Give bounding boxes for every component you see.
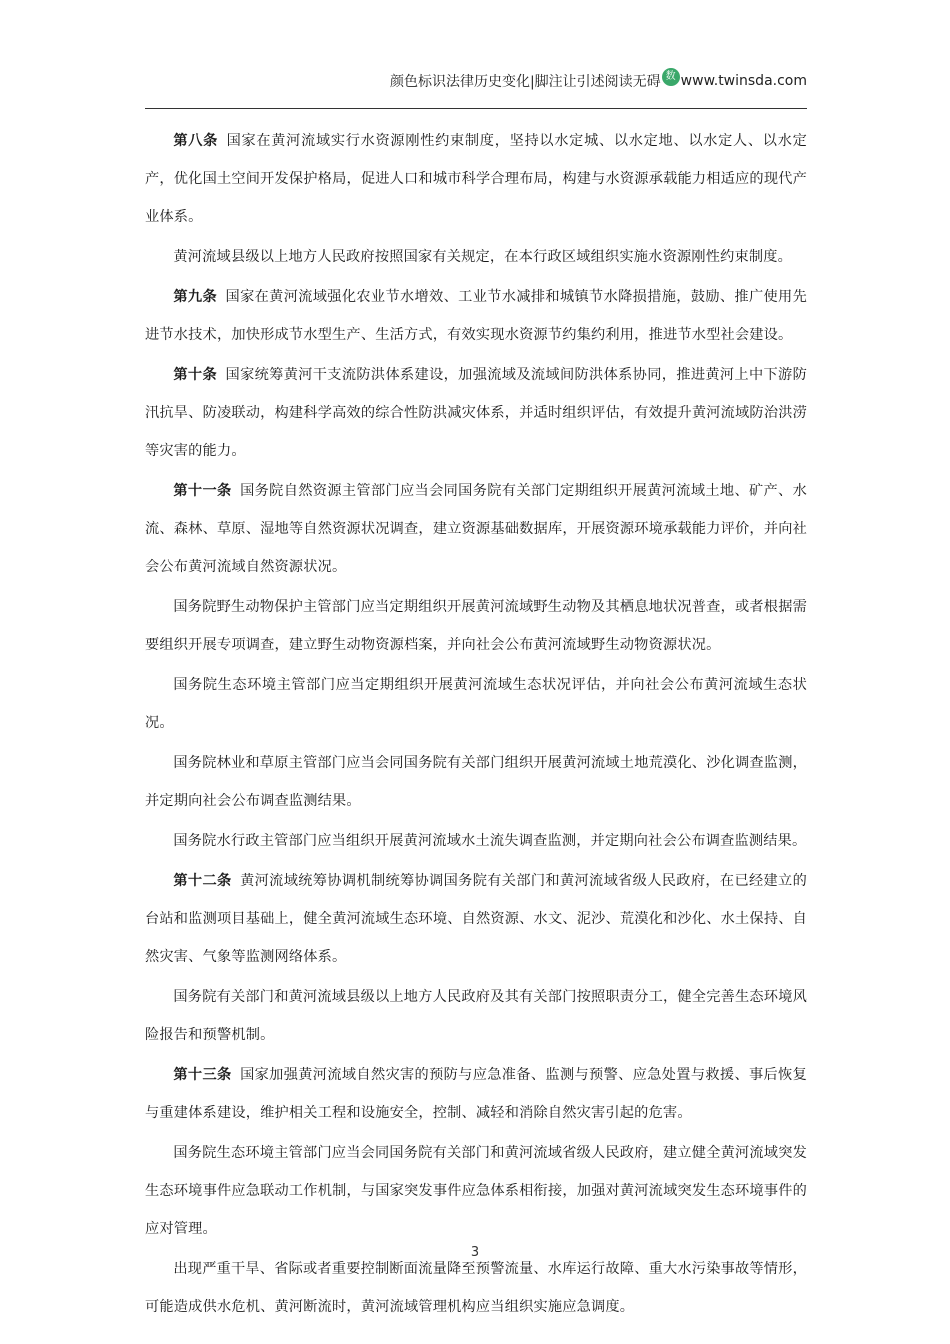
paragraph-text: 黄河流域县级以上地方人民政府按照国家有关规定，在本行政区域组织实施水资源刚性约束制度。 [173,249,793,265]
header-divider [145,108,807,109]
document-body [145,122,807,1328]
paragraph-text: 出现严重干旱、省际或者重要控制断面流量降至预警流量、水库运行故障、重大水污染事故等情形，可能造成供水危机、黄河断流时，黄河流域管理机构应当组织实施应急调度。 [145,1261,807,1315]
paragraph [145,978,807,1054]
paragraph [145,822,807,860]
page-number: 3 [470,1245,480,1260]
paragraph-text: 国务院野生动物保护主管部门应当定期组织开展黄河流域野生动物及其栖息地状况普查，或者根据需要组织开展专项调查，建立野生动物资源档案，并向社会公布黄河流域野生动物资源状况。 [145,599,807,653]
site-logo-icon: 数 [662,68,680,86]
paragraph [145,1134,807,1248]
paragraph-text: 国家加强黄河流域自然灾害的预防与应急准备、监测与预警、应急处置与救援、事后恢复与重建体系建设，维护相关工程和设施安全，控制、减轻和消除自然灾害引起的危害。 [145,1067,807,1121]
paragraph-text: 国务院生态环境主管部门应当会同国务院有关部门和黄河流域省级人民政府，建立健全黄河流域突发生态环境事件应急联动工作机制，与国家突发事件应急体系相衔接，加强对黄河流域突发生态环境事件的应对管理。 [145,1145,807,1237]
paragraph-text: 国务院自然资源主管部门应当会同国务院有关部门定期组织开展黄河流域土地、矿产、水流、森林、草原、湿地等自然资源状况调查，建立资源基础数据库，开展资源环境承载能力评价，并向社会公布黄河流域自然资源状况。 [145,483,807,575]
paragraph [145,666,807,742]
article-number: 第九条 [173,289,218,305]
paragraph [145,278,807,354]
paragraph [145,1250,807,1326]
paragraph [145,356,807,470]
paragraph [145,588,807,664]
paragraph-text: 国务院有关部门和黄河流域县级以上地方人民政府及其有关部门按照职责分工，健全完善生态环境风险报告和预警机制。 [145,989,807,1043]
paragraph-text: 国家在黄河流域实行水资源刚性约束制度，坚持以水定城、以水定地、以水定人、以水定产，优化国土空间开发保护格局，促进人口和城市科学合理布局，构建与水资源承载能力相适应的现代产业体系。 [145,133,807,225]
article-number: 第十三条 [173,1067,232,1083]
page-header [145,68,807,94]
paragraph-text: 国家统筹黄河干支流防洪体系建设，加强流域及流域间防洪体系协同，推进黄河上中下游防汛抗旱、防凌联动，构建科学高效的综合性防洪减灾体系，并适时组织评估，有效提升黄河流域防治洪涝等灾害的能力。 [145,367,807,459]
paragraph-text: 国务院林业和草原主管部门应当会同国务院有关部门组织开展黄河流域土地荒漠化、沙化调查监测，并定期向社会公布调查监测结果。 [145,755,807,809]
paragraph-text: 国家在黄河流域强化农业节水增效、工业节水减排和城镇节水降损措施，鼓励、推广使用先进节水技术，加快形成节水型生产、生活方式，有效实现水资源节约集约利用，推进节水型社会建设。 [145,289,807,343]
paragraph [145,862,807,976]
paragraph [145,238,807,276]
paragraph [145,472,807,586]
article-number: 第十二条 [173,873,232,889]
article-number: 第十一条 [173,483,232,499]
paragraph-text: 国务院生态环境主管部门应当定期组织开展黄河流域生态状况评估，并向社会公布黄河流域生态状况。 [145,677,807,731]
article-number: 第八条 [173,133,219,149]
paragraph [145,1056,807,1132]
paragraph [145,122,807,236]
paragraph-text: 黄河流域统筹协调机制统筹协调国务院有关部门和黄河流域省级人民政府，在已经建立的台站和监测项目基础上，健全黄河流域生态环境、自然资源、水文、泥沙、荒漠化和沙化、水土保持、自然灾害、气象等监测网络体系。 [145,873,807,965]
header-title: 颜色标识法律历史变化|脚注让引述阅读无碍 [389,74,661,90]
paragraph [145,744,807,820]
header-url[interactable]: www.twinsda.com [680,73,807,89]
paragraph-text: 国务院水行政主管部门应当组织开展黄河流域水土流失调查监测，并定期向社会公布调查监测结果。 [173,833,807,849]
article-number: 第十条 [173,367,218,383]
